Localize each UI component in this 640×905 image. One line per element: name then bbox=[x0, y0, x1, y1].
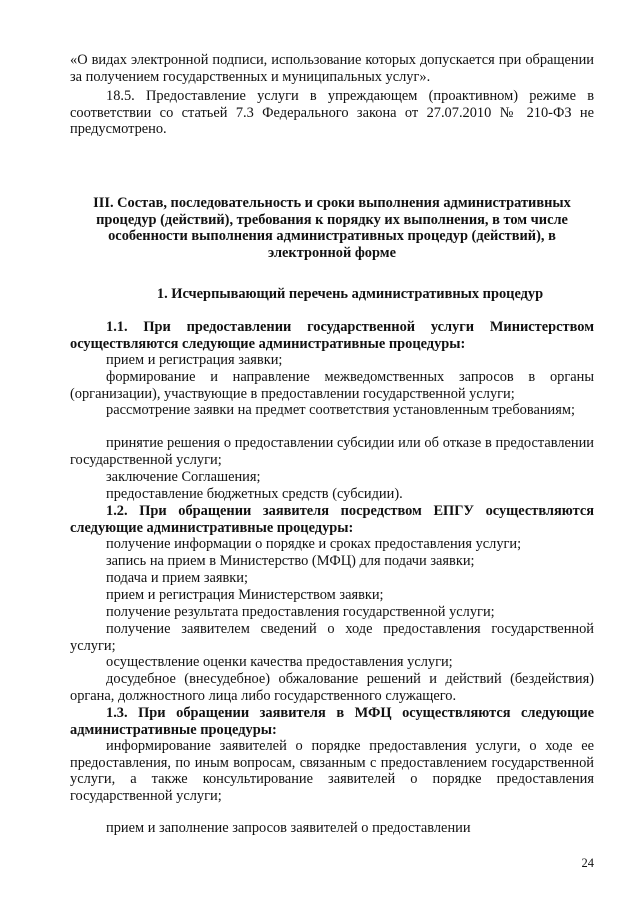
section-title: III. Состав, последовательность и сроки выполнения административных процедур (действий), требования к порядку их выполнения, в том числе особенности выполнения административных процедур (действий), в электронной форме bbox=[93, 195, 571, 261]
list-item: прием и заполнение запросов заявителей о предоставлении bbox=[106, 820, 471, 836]
list-item: формирование и направление межведомственных запросов в органы (организации), участвующие в предоставлении государственной услуги; bbox=[70, 369, 594, 402]
list-item: запись на прием в Министерство (МФЦ) для подачи заявки; bbox=[106, 553, 475, 569]
page-number: 24 bbox=[581, 856, 594, 870]
list-item: получение результата предоставления государственной услуги; bbox=[106, 604, 495, 620]
list-item: осуществление оценки качества предоставления услуги; bbox=[106, 654, 453, 670]
list-item: информирование заявителей о порядке предоставления услуги, о ходе ее предоставления, по иным вопросам, связанным с предоставлением государственной услуги, а также консультирование заявителей о порядке предоставления государственной услуги; bbox=[70, 738, 594, 804]
paragraph-18-5: 18.5. Предоставление услуги в упреждающем (проактивном) режиме в соответствии со статьей 7.3 Федерального закона от 27.07.2010 № 210-ФЗ не предусмотрено. bbox=[70, 88, 594, 138]
subsection-title: 1. Исчерпывающий перечень административных процедур bbox=[156, 286, 544, 302]
list-item: подача и прием заявки; bbox=[106, 570, 249, 586]
list-item: заключение Соглашения; bbox=[106, 469, 261, 485]
list-item: прием и регистрация заявки; bbox=[106, 352, 283, 368]
list-item: получение информации о порядке и сроках предоставления услуги; bbox=[106, 536, 522, 552]
list-item: рассмотрение заявки на предмет соответствия установленным требованиям; bbox=[106, 402, 575, 418]
list-item: получение заявителем сведений о ходе предоставления государственной услуги; bbox=[70, 621, 594, 654]
list-item: предоставление бюджетных средств (субсидии). bbox=[106, 486, 403, 502]
list-item: прием и регистрация Министерством заявки; bbox=[106, 587, 384, 603]
item-1-2-heading: 1.2. При обращении заявителя посредством ЕПГУ осуществляются следующие административные процедуры: bbox=[70, 503, 594, 536]
item-1-1-heading: 1.1. При предоставлении государственной услуги Министерством осуществляются следующие административные процедуры: bbox=[70, 319, 594, 352]
paragraph-esign-reference: «О видах электронной подписи, использование которых допускается при обращении за получением государственных и муниципальных услуг». bbox=[70, 52, 594, 85]
list-item: принятие решения о предоставлении субсидии или об отказе в предоставлении государственной услуги; bbox=[70, 435, 594, 468]
list-item: досудебное (внесудебное) обжалование решений и действий (бездействия) органа, должностного лица либо государственного служащего. bbox=[70, 671, 594, 704]
item-1-3-heading: 1.3. При обращении заявителя в МФЦ осуществляются следующие административные процедуры: bbox=[70, 705, 594, 738]
